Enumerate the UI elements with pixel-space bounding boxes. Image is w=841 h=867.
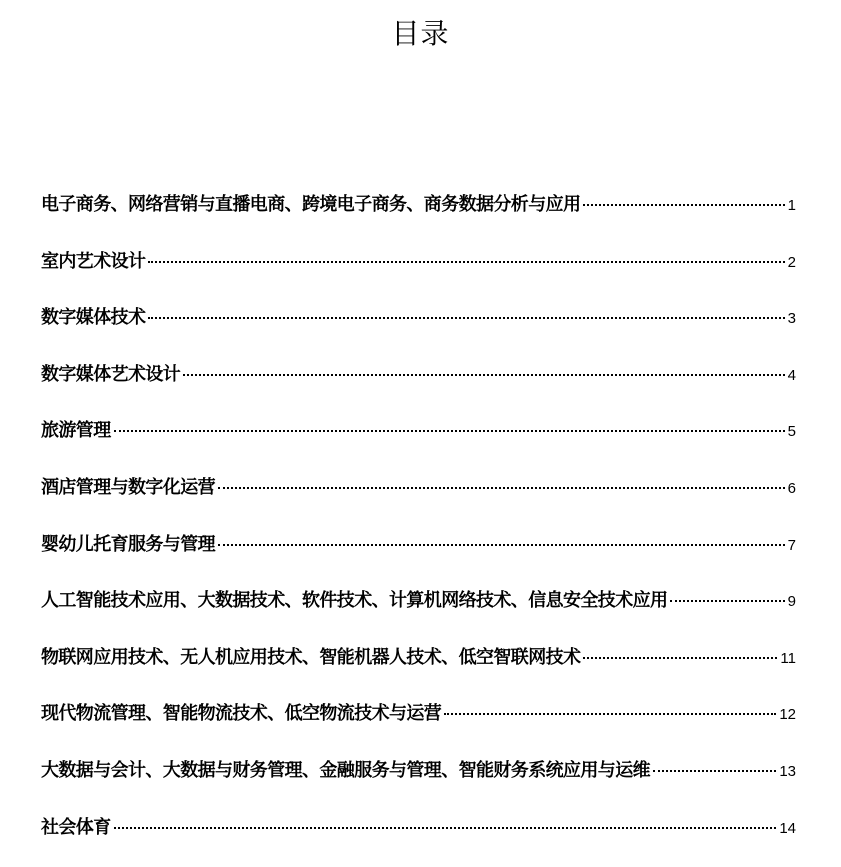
toc-entry-title: 电子商务、网络营销与直播电商、跨境电子商务、商务数据分析与应用 <box>41 194 581 215</box>
toc-entry[interactable] <box>41 528 796 585</box>
dot-leader <box>583 656 777 659</box>
toc-entry[interactable] <box>41 188 796 245</box>
dot-leader <box>114 826 777 829</box>
toc-entry-page: 1 <box>787 197 796 214</box>
table-of-contents <box>41 188 796 867</box>
toc-entry-page: 13 <box>779 762 796 780</box>
toc-entry-page: 4 <box>787 366 796 384</box>
dot-leader <box>114 429 785 432</box>
toc-entry[interactable] <box>41 641 796 698</box>
toc-entry-page: 2 <box>787 253 796 271</box>
toc-entry-page: 3 <box>787 310 796 328</box>
toc-entry[interactable] <box>41 245 796 302</box>
toc-entry[interactable] <box>41 414 796 471</box>
dot-leader <box>583 203 784 206</box>
toc-entry-page: 7 <box>787 536 796 554</box>
page-title: 目录 <box>391 17 450 50</box>
toc-entry-title: 现代物流管理、智能物流技术、低空物流技术与运营 <box>41 703 442 725</box>
toc-entry[interactable] <box>41 584 796 641</box>
toc-entry-title: 酒店管理与数字化运营 <box>41 476 215 498</box>
dot-leader <box>444 712 776 715</box>
toc-entry-title: 婴幼儿托育服务与管理 <box>41 533 215 555</box>
toc-entry-page: 14 <box>779 819 796 837</box>
toc-entry-title: 室内艺术设计 <box>41 250 146 272</box>
toc-entry-title: 数字媒体技术 <box>41 307 146 329</box>
dot-leader <box>183 373 784 376</box>
toc-entry[interactable] <box>41 471 796 528</box>
dot-leader <box>218 486 785 489</box>
toc-entry-title: 物联网应用技术、无人机应用技术、智能机器人技术、低空智联网技术 <box>41 646 581 668</box>
toc-entry-page: 9 <box>787 593 796 611</box>
toc-entry[interactable] <box>41 301 796 358</box>
toc-entry-title: 大数据与会计、大数据与财务管理、金融服务与管理、智能财务系统应用与运维 <box>41 759 650 781</box>
dot-leader <box>148 260 784 263</box>
dot-leader <box>218 543 785 546</box>
toc-entry-title: 旅游管理 <box>41 420 111 442</box>
toc-entry-title: 数字媒体艺术设计 <box>41 363 181 385</box>
dot-leader <box>653 769 776 772</box>
toc-entry-title: 社会体育 <box>41 816 111 838</box>
toc-entry-page: 5 <box>787 423 796 441</box>
toc-entry[interactable] <box>41 358 796 415</box>
toc-entry-title: 人工智能技术应用、大数据技术、软件技术、计算机网络技术、信息安全技术应用 <box>41 590 668 612</box>
toc-entry-page: 6 <box>787 479 796 497</box>
toc-entry-page: 11 <box>780 649 796 667</box>
toc-entry[interactable] <box>41 754 796 811</box>
dot-leader <box>670 599 784 602</box>
toc-entry[interactable] <box>41 811 796 867</box>
toc-entry-page: 12 <box>779 706 796 724</box>
toc-entry[interactable] <box>41 697 796 754</box>
dot-leader <box>148 316 784 319</box>
